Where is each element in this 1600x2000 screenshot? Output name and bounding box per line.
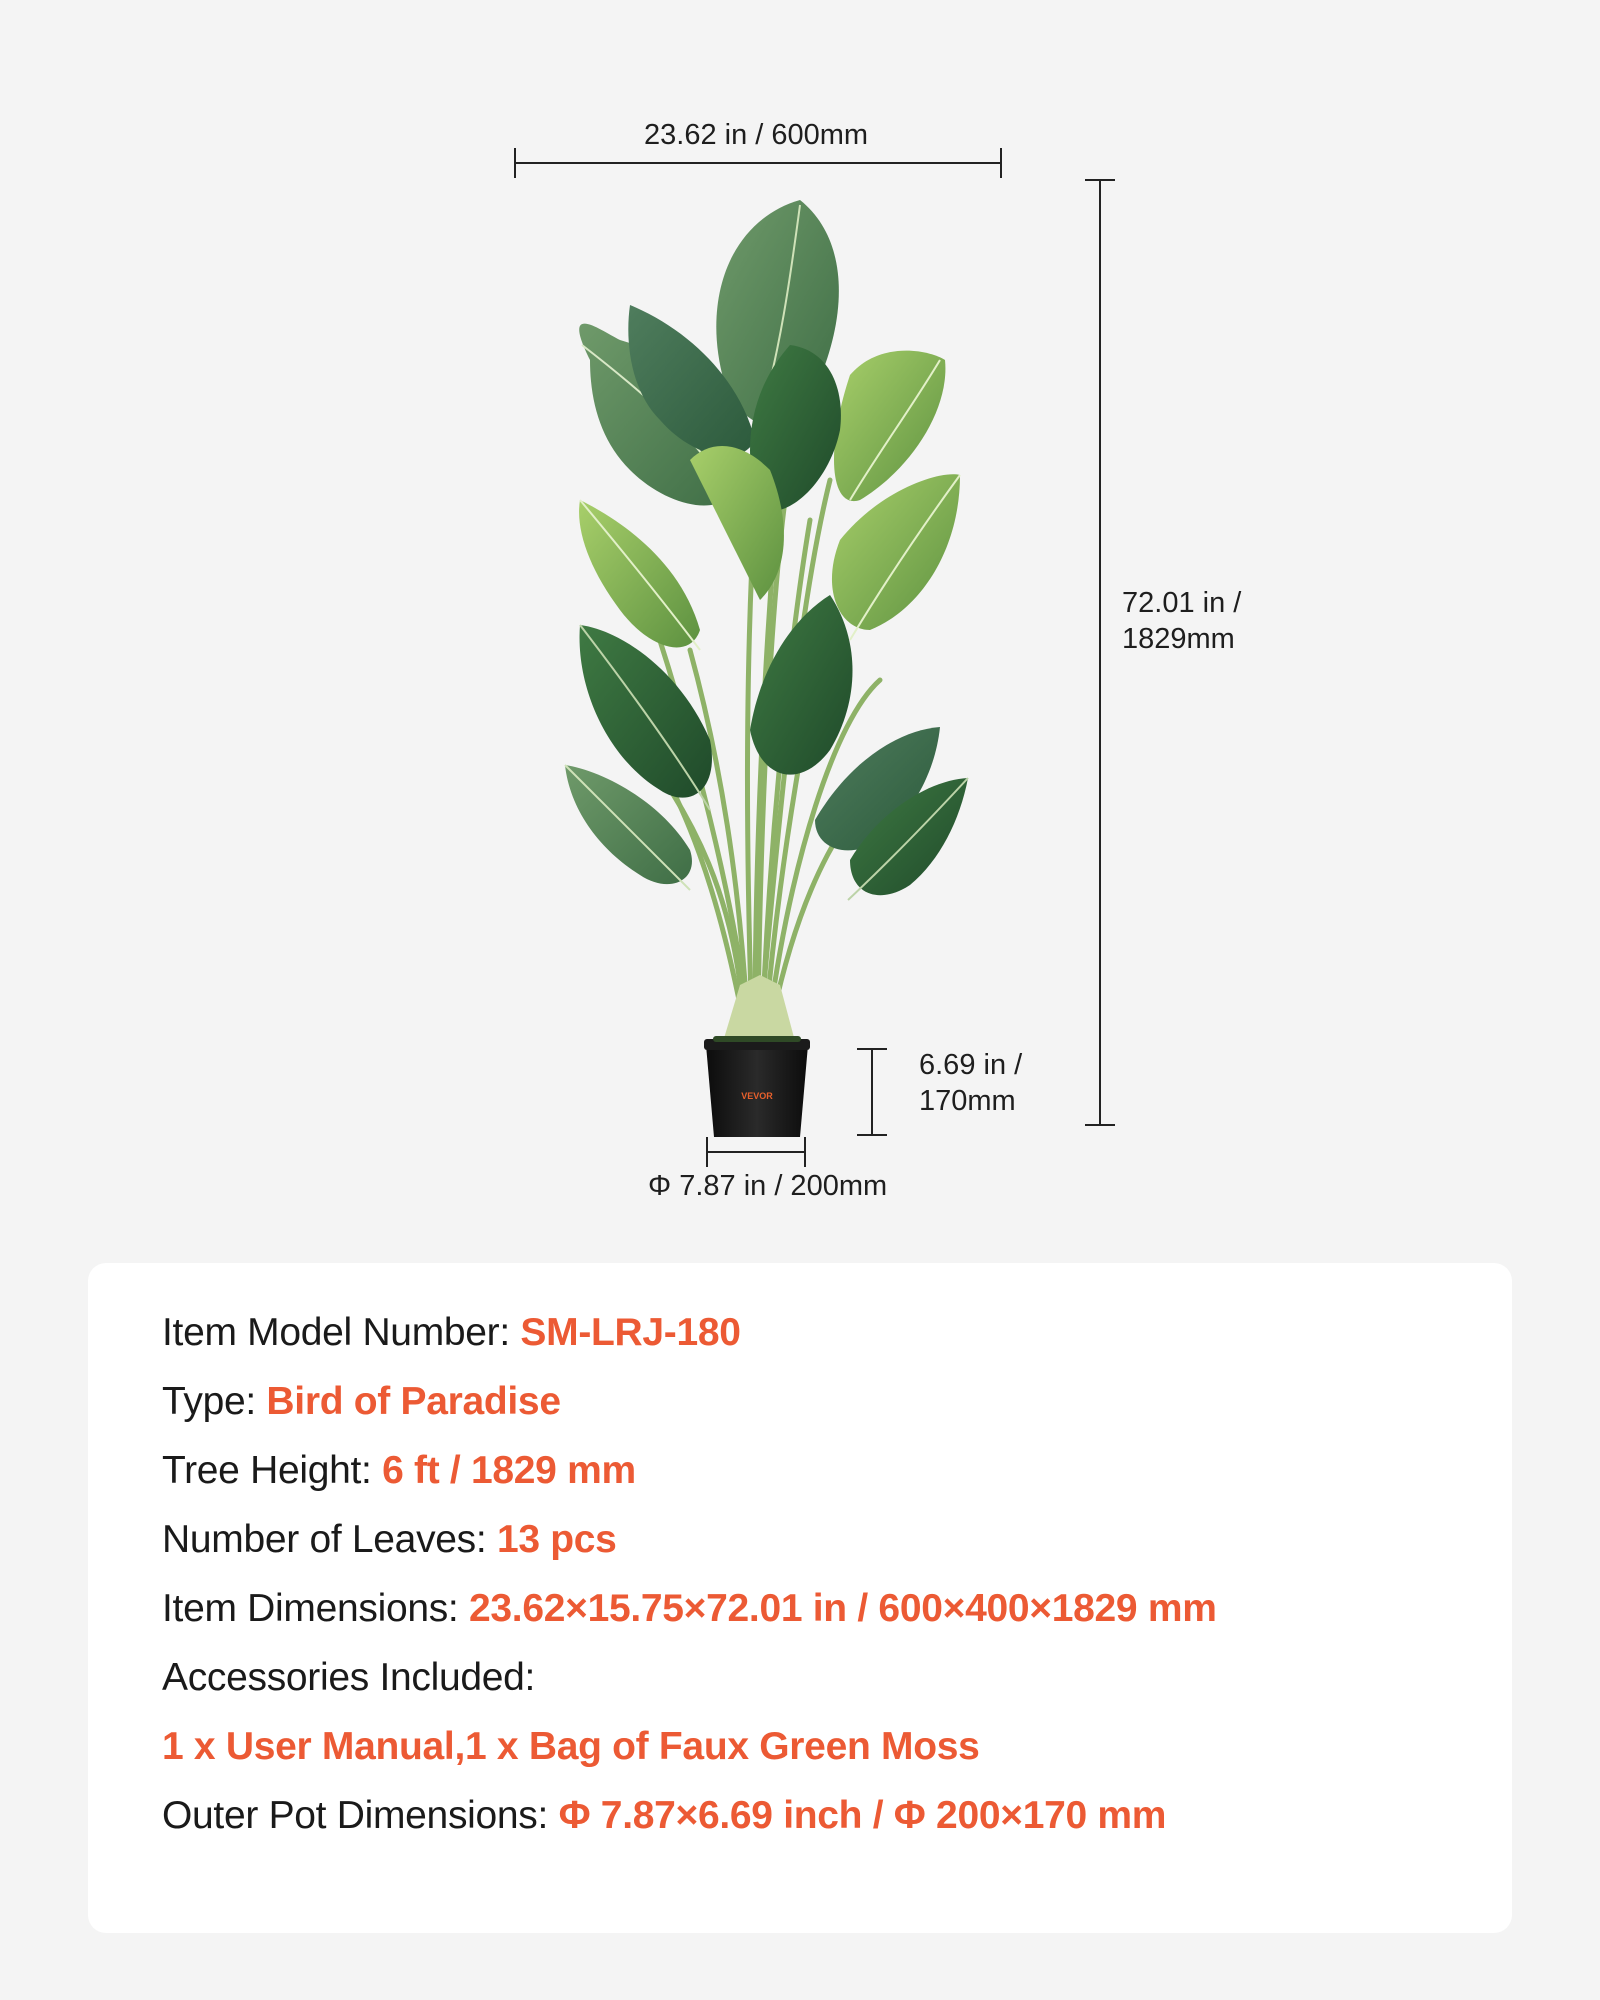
spec-label: Item Dimensions:: [162, 1587, 469, 1630]
spec-row-accessories-value: [162, 1722, 980, 1772]
height-label-line2: 1829mm: [1122, 623, 1235, 655]
spec-label: Accessories Included:: [162, 1656, 536, 1699]
spec-value: SM-LRJ-180: [520, 1311, 741, 1354]
plant-base-sheath: [722, 975, 796, 1045]
width-label: 23.62 in / 600mm: [644, 119, 869, 151]
spec-value: 23.62×15.75×72.01 in / 600×400×1829 mm: [469, 1587, 1217, 1630]
spec-row-dimensions: [162, 1584, 1217, 1634]
pot-height-label-line1: 6.69 in /: [919, 1049, 1023, 1081]
spec-value: 6 ft / 1829 mm: [382, 1449, 636, 1492]
spec-row-type: [162, 1377, 561, 1427]
pot-height-label-line2: 170mm: [919, 1085, 1016, 1117]
spec-label: Number of Leaves:: [162, 1518, 497, 1561]
spec-value: 1 x User Manual,1 x Bag of Faux Green Moss: [162, 1725, 980, 1768]
spec-row-tree-height: [162, 1446, 636, 1496]
spec-row-model: [162, 1308, 741, 1358]
specifications-card: [88, 1263, 1512, 1933]
plant-leaves: [565, 200, 968, 900]
spec-label: Tree Height:: [162, 1449, 383, 1492]
spec-value: Bird of Paradise: [266, 1380, 561, 1423]
spec-row-leaves: [162, 1515, 617, 1565]
spec-label: Outer Pot Dimensions:: [162, 1794, 559, 1837]
pot-brand-label: VEVOR: [741, 1091, 773, 1101]
pot-diameter-label: Φ 7.87 in / 200mm: [648, 1170, 888, 1202]
pot-icon: [704, 1036, 810, 1137]
height-label-line1: 72.01 in /: [1122, 587, 1242, 619]
spec-value: 13 pcs: [496, 1518, 617, 1561]
spec-label: Type:: [162, 1380, 267, 1423]
spec-label: Item Model Number:: [162, 1311, 521, 1354]
spec-row-pot-dimensions: [162, 1791, 1166, 1841]
spec-value: Φ 7.87×6.69 inch / Φ 200×170 mm: [558, 1794, 1167, 1837]
spec-row-accessories-label: [162, 1653, 535, 1703]
